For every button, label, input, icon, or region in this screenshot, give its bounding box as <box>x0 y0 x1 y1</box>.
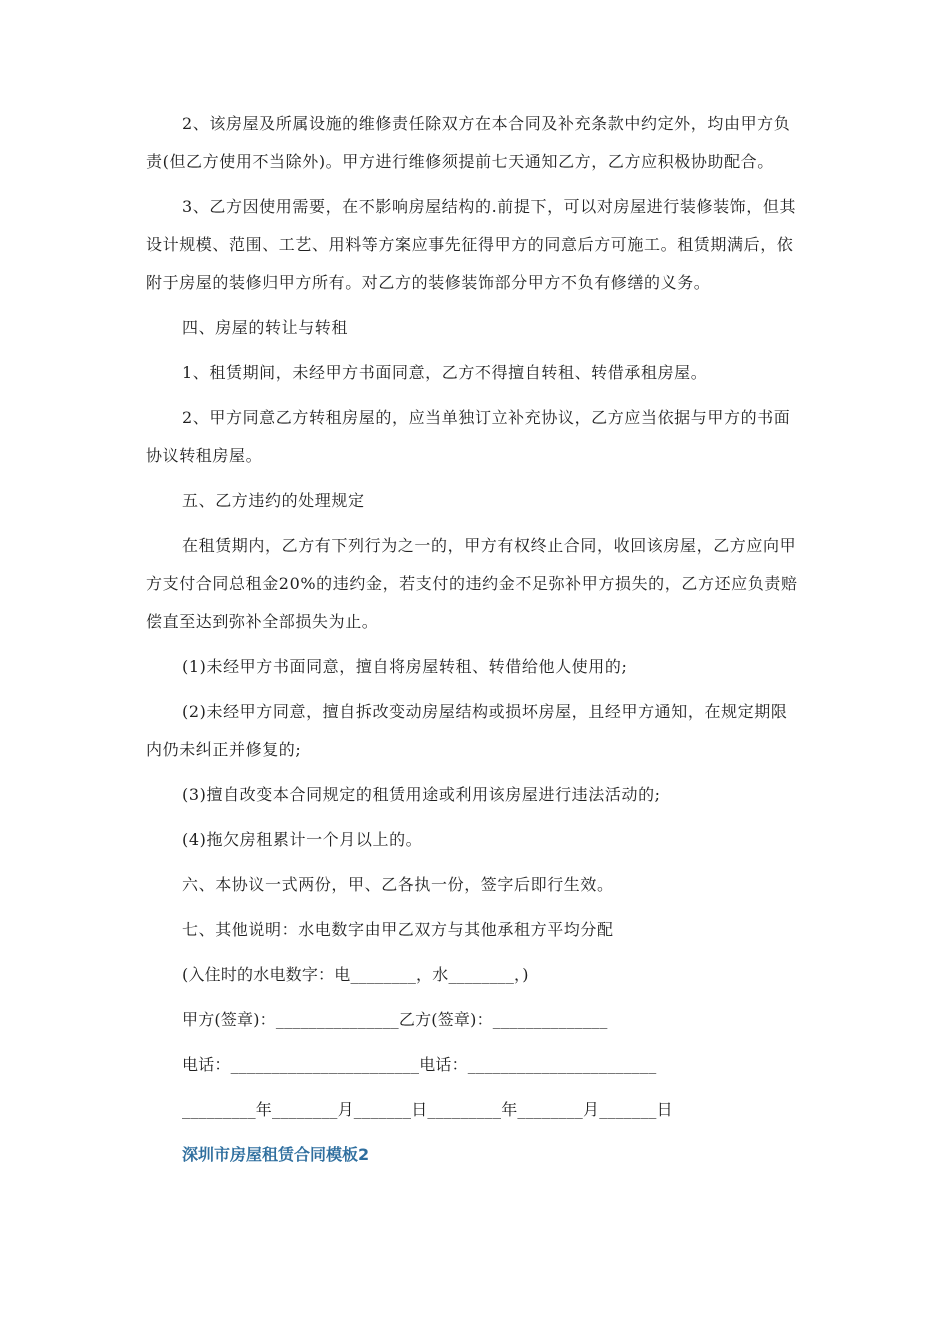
paragraph-sublease-agreement: 2、甲方同意乙方转租房屋的，应当单独订立补充协议，乙方应当依据与甲方的书面协议转租房屋。 <box>146 408 791 465</box>
paragraph-sublease-consent: 1、租赁期间，未经甲方书面同意，乙方不得擅自转租、转借承租房屋。 <box>182 363 708 382</box>
paragraph-copies: 六、本协议一式两份，甲、乙各执一份，签字后即行生效。 <box>182 875 614 894</box>
paragraph-renovation: 3、乙方因使用需要，在不影响房屋结构的.前提下，可以对房屋进行装修装饰，但其设计规模、范围、工艺、用料等方案应事先征得甲方的同意后方可施工。租赁期满后，依附于房屋的装修归甲方所有。对乙方的装修装饰部分甲方不负有修缮的义务。 <box>146 197 797 292</box>
breach-item-1: (1)未经甲方书面同意，擅自将房屋转租、转借给他人使用的; <box>182 657 628 676</box>
heading-transfer-sublease: 四、房屋的转让与转租 <box>182 318 349 337</box>
paragraph-repair-duty: 2、该房屋及所属设施的维修责任除双方在本合同及补充条款中约定外，均由甲方负责(但乙方使用不当除外)。甲方进行维修须提前七天通知乙方，乙方应积极协助配合。 <box>146 114 791 171</box>
date-line: _________年________月_______日_________年________月_______日 <box>182 1100 673 1119</box>
paragraph-breach-terms: 在租赁期内，乙方有下列行为之一的，甲方有权终止合同，收回该房屋，乙方应向甲方支付合同总租金20%的违约金，若支付的违约金不足弥补甲方损失的，乙方还应负责赔偿直至达到弥补全部损失为止。 <box>146 536 798 631</box>
meter-reading-line: (入住时的水电数字：电________，水________，) <box>182 965 529 984</box>
heading-breach-handling: 五、乙方违约的处理规定 <box>182 491 365 510</box>
breach-item-2: (2)未经甲方同意，擅自拆改变动房屋结构或损坏房屋，且经甲方通知，在规定期限内仍未纠正并修复的; <box>146 702 788 759</box>
signature-line: 甲方(签章)：_______________乙方(签章)：______________ <box>182 1010 608 1029</box>
breach-item-3: (3)擅自改变本合同规定的租赁用途或利用该房屋进行违法活动的; <box>182 785 661 804</box>
phone-line: 电话：_______________________电话：_______________________ <box>182 1055 657 1074</box>
next-section-title: 深圳市房屋租赁合同模板2 <box>182 1145 370 1164</box>
paragraph-other-notes: 七、其他说明：水电数字由甲乙双方与其他承租方平均分配 <box>182 920 614 939</box>
breach-item-4: (4)拖欠房租累计一个月以上的。 <box>182 830 423 849</box>
